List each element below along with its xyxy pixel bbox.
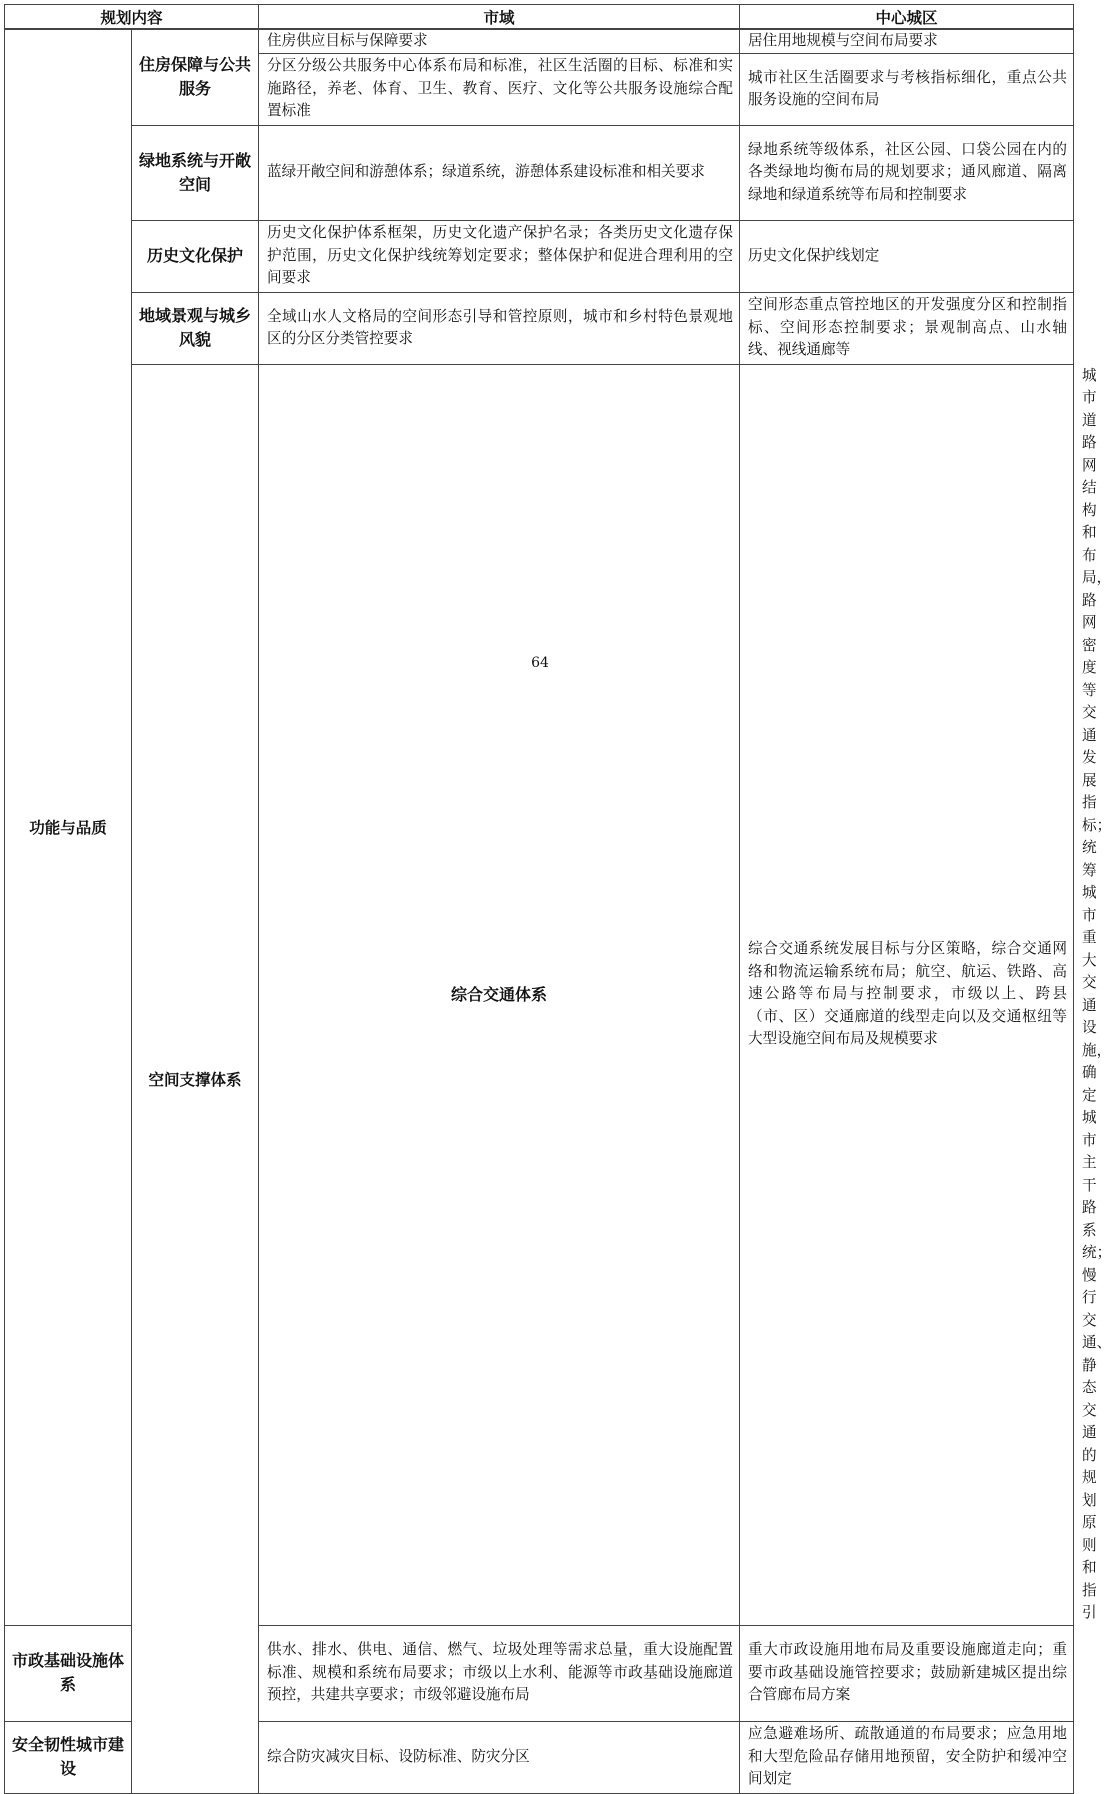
table-row <box>5 220 1074 292</box>
header-planning-content: 规划内容 <box>5 5 259 30</box>
subcategory-heritage: 历史文化保护 <box>132 220 259 292</box>
header-city-region: 市域 <box>259 5 740 30</box>
category-function-quality: 功能与品质 <box>5 29 132 1625</box>
table-row: 空间支撑体系 综合交通体系 综合交通系统发展目标与分区策略，综合交通网络和物流运输系统布局；航空、航运、铁路、高速公路等布局与控制要求，市级以上、跨县（市、区）交通廊道的线型走向以及交通枢纽等大型设施空间布局及规模要求 城市道路网结构和布局，路网密度等交通发展指标；统筹城市重大交通设施，确定城市主干路系统；慢行交通、静态交通的规划原则和指引 <box>5 364 1074 1625</box>
header-central-urban-area: 中心城区 <box>740 5 1074 30</box>
table-row <box>5 125 1074 220</box>
cell-public-services-center: 城市社区生活圈要求与考核指标细化，重点公共服务设施的空间布局 <box>740 53 1074 125</box>
cell-heritage-center: 历史文化保护线划定 <box>740 220 1074 292</box>
table-row <box>5 292 1074 364</box>
category-spatial-support: 空间支撑体系 <box>132 364 259 1793</box>
planning-content-table <box>4 4 1111 1794</box>
cell-heritage-city: 历史文化保护体系框架，历史文化遗产保护名录；各类历史文化遗存保护范围，历史文化保护线统筹划定要求；整体保护和促进合理利用的空间要求 <box>259 220 740 292</box>
cell-transport-city: 综合交通系统发展目标与分区策略，综合交通网络和物流运输系统布局；航空、航运、铁路、高速公路等布局与控制要求，市级以上、跨县（市、区）交通廊道的线型走向以及交通枢纽等大型设施空间布局及规模要求 <box>740 364 1074 1625</box>
subcategory-green-space: 绿地系统与开敞空间 <box>132 125 259 220</box>
cell-housing-supply-city: 住房供应目标与保障要求 <box>259 29 740 53</box>
cell-green-space-city: 蓝绿开敞空间和游憩体系；绿道系统，游憩体系建设标准和相关要求 <box>259 125 740 220</box>
cell-resilience-city: 综合防灾减灾目标、设防标准、防灾分区 <box>259 1721 740 1793</box>
cell-resilience-center: 应急避难场所、疏散通道的布局要求；应急用地和大型危险品存储用地预留，安全防护和缓冲空间划定 <box>740 1721 1074 1793</box>
cell-landscape-city: 全域山水人文格局的空间形态引导和管控原则，城市和乡村特色景观地区的分区分类管控要求 <box>259 292 740 364</box>
cell-green-space-center: 绿地系统等级体系，社区公园、口袋公园在内的各类绿地均衡布局的规划要求；通风廊道、隔离绿地和绿道系统等布局和控制要求 <box>740 125 1074 220</box>
subcategory-transport: 综合交通体系 <box>259 364 740 1625</box>
page-number: 64 <box>531 655 549 671</box>
subcategory-infrastructure: 市政基础设施体系 <box>5 1625 132 1721</box>
table-row <box>5 29 1074 53</box>
subcategory-housing: 住房保障与公共服务 <box>132 29 259 125</box>
table-header-row <box>5 5 1074 30</box>
cell-landscape-center: 空间形态重点管控地区的开发强度分区和控制指标、空间形态控制要求；景观制高点、山水轴线、视线通廊等 <box>740 292 1074 364</box>
cell-public-services-city: 分区分级公共服务中心体系布局和标准，社区生活圈的目标、标准和实施路径，养老、体育、卫生、教育、医疗、文化等公共服务设施综合配置标准 <box>259 53 740 125</box>
cell-infrastructure-center: 重大市政设施用地布局及重要设施廊道走向；重要市政基础设施管控要求；鼓励新建城区提出综合管廊布局方案 <box>740 1625 1074 1721</box>
subcategory-landscape: 地域景观与城乡风貌 <box>132 292 259 364</box>
cell-infrastructure-city: 供水、排水、供电、通信、燃气、垃圾处理等需求总量，重大设施配置标准、规模和系统布局要求；市级以上水利、能源等市政基础设施廊道预控，共建共享要求；市级邻避设施布局 <box>259 1625 740 1721</box>
cell-housing-supply-center: 居住用地规模与空间布局要求 <box>740 29 1074 53</box>
subcategory-resilience: 安全韧性城市建设 <box>5 1721 132 1793</box>
